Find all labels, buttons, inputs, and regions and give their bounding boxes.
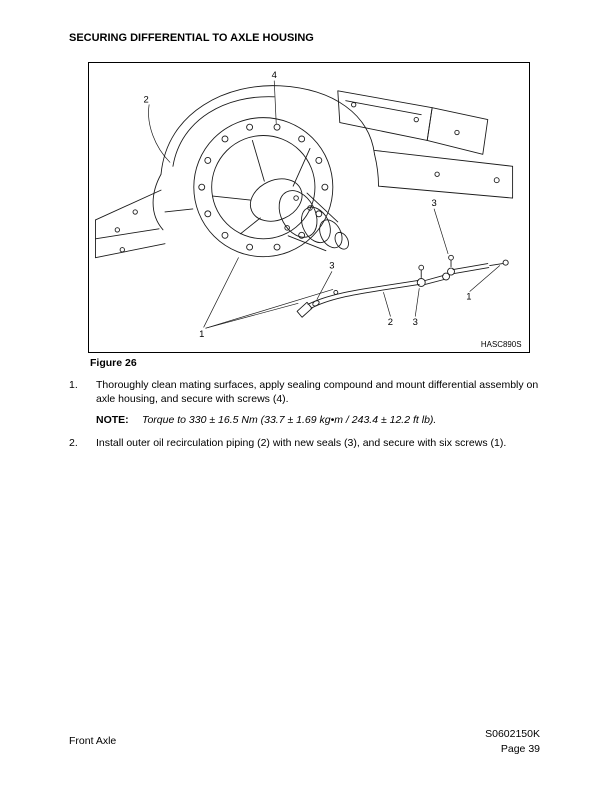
differential-diagram bbox=[89, 63, 529, 352]
footer-page-number: Page 39 bbox=[500, 742, 540, 755]
callout-3-mid: 3 bbox=[329, 259, 335, 271]
callout-3-right: 3 bbox=[431, 197, 437, 209]
callout-2-bottom: 2 bbox=[387, 316, 394, 328]
figure-caption: Figure 26 bbox=[90, 357, 137, 369]
differential-carrier-flange bbox=[194, 118, 333, 257]
callout-1-right: 1 bbox=[466, 290, 472, 302]
axle-housing-outline bbox=[95, 86, 512, 258]
footer-doc-info bbox=[485, 727, 540, 756]
figure-image-code: HASC890S bbox=[480, 340, 522, 350]
footer-doc-code: S0602150K bbox=[485, 728, 540, 740]
figure-box bbox=[88, 62, 530, 353]
step-1-note bbox=[96, 413, 541, 427]
page-title: SECURING DIFFERENTIAL TO AXLE HOUSING bbox=[69, 32, 314, 44]
callout-3-bottom: 3 bbox=[412, 316, 418, 328]
note-label: NOTE: bbox=[96, 413, 129, 426]
procedure-steps bbox=[69, 378, 541, 457]
note-text: Torque to 330 ± 16.5 Nm (33.7 ± 1.69 kg•m / 243.4 ± 12.2 ft lb). bbox=[142, 413, 437, 426]
step-2-number: 2. bbox=[69, 437, 78, 450]
callout-4: 4 bbox=[271, 68, 277, 80]
step-1-number: 1. bbox=[69, 379, 78, 391]
step-1 bbox=[69, 378, 541, 407]
input-flange-assembly bbox=[272, 184, 352, 252]
step-1-text: Thoroughly clean mating surfaces, apply sealing compound and mount differential assembly on axle housing, and secure with screws (4). bbox=[96, 379, 539, 406]
footer-section-name: Front Axle bbox=[69, 735, 117, 747]
step-2-text: Install outer oil recirculation piping (2) with new seals (3), and secure with six screws (1). bbox=[96, 437, 507, 450]
callout-2-top: 2 bbox=[143, 93, 149, 105]
callout-1-left: 1 bbox=[199, 328, 205, 340]
step-2 bbox=[69, 436, 541, 450]
